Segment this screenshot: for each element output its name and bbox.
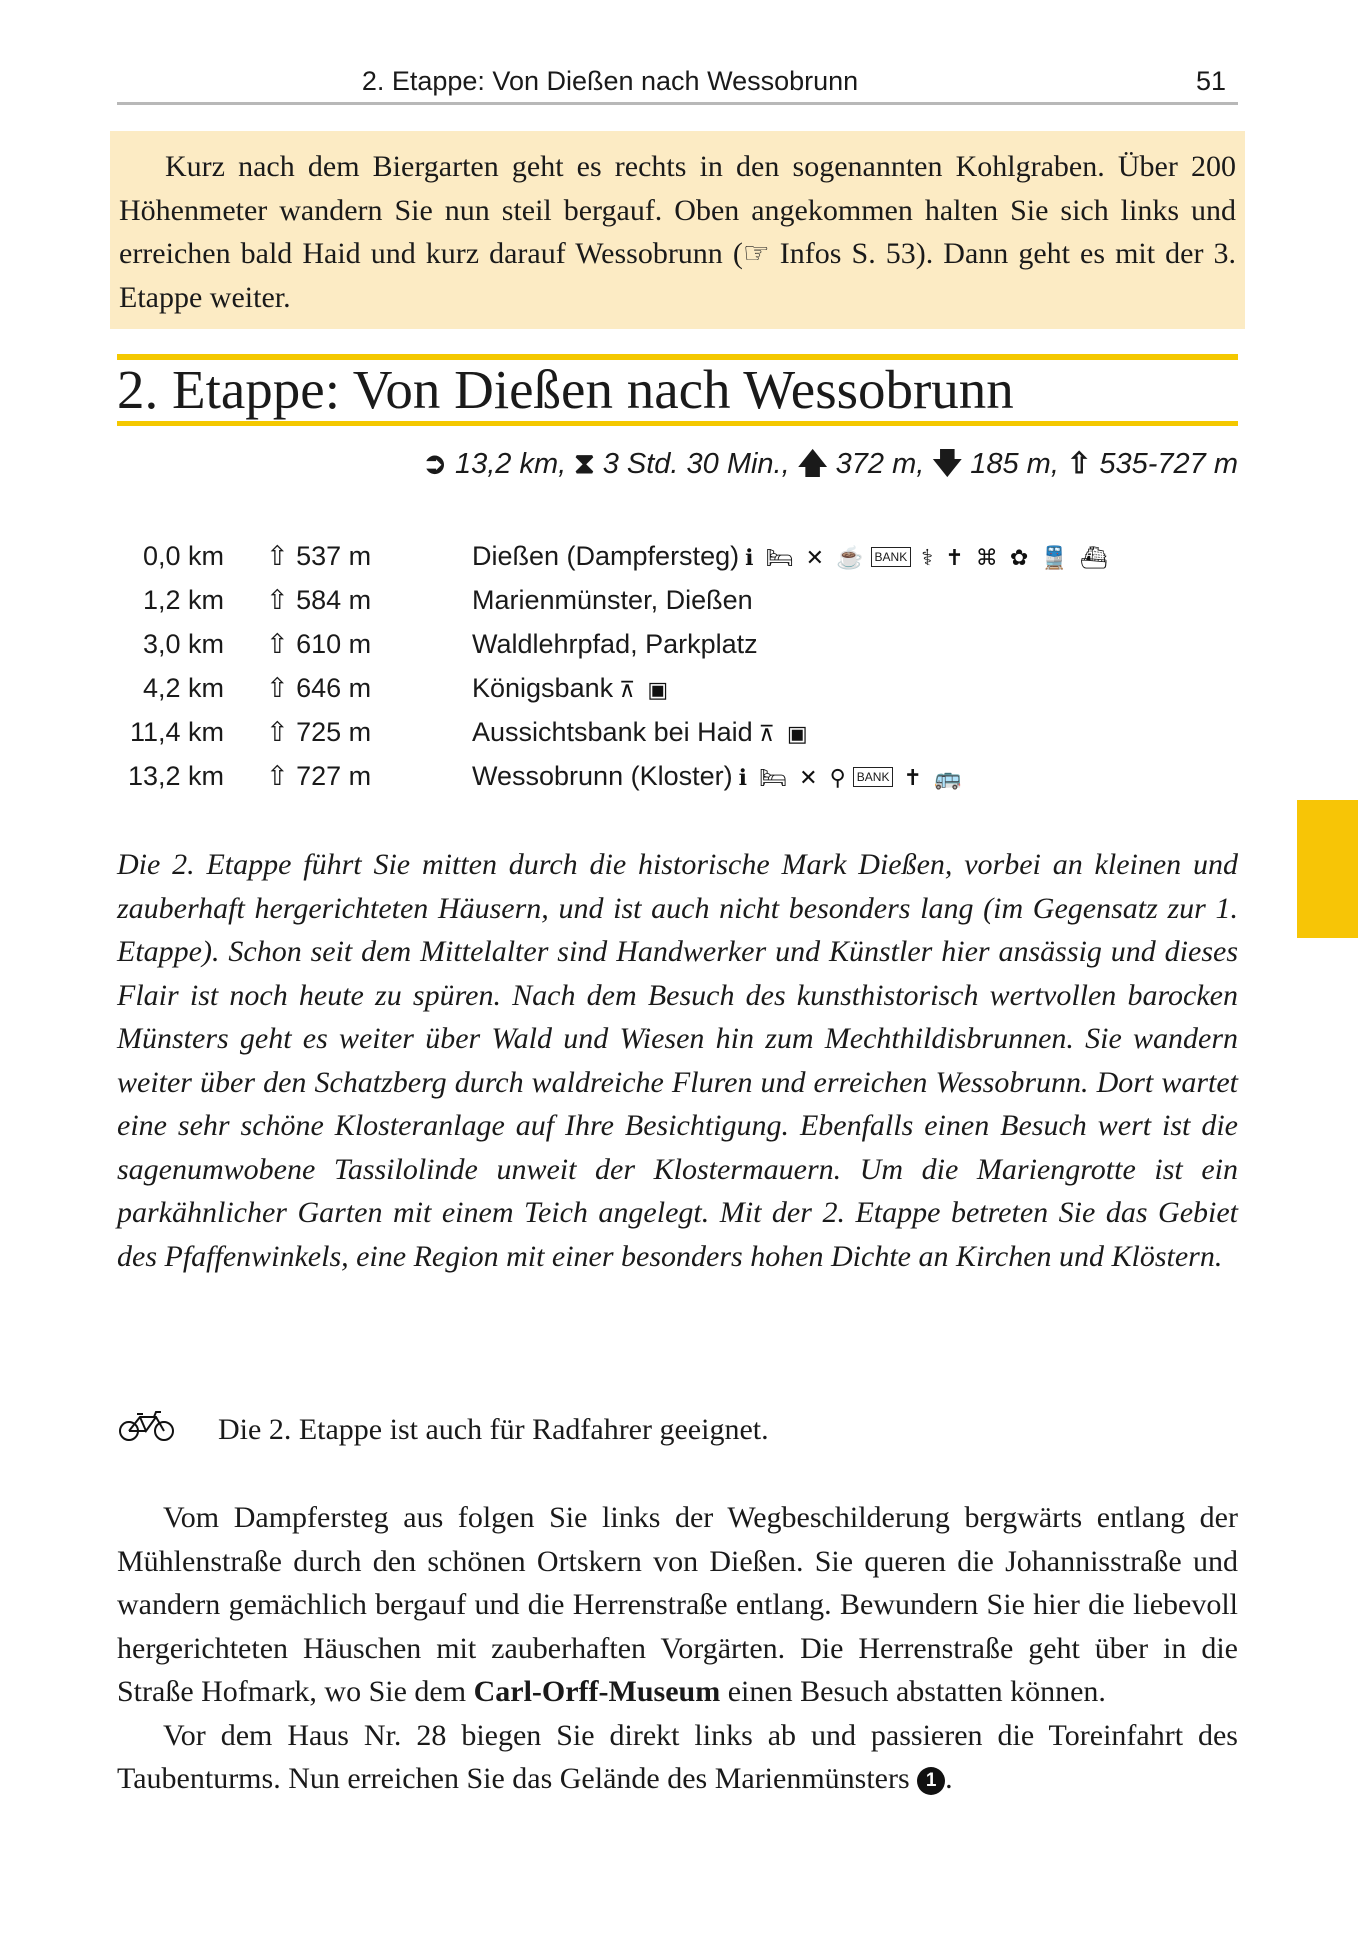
waypoint-row bbox=[117, 710, 1237, 754]
stat-distance: 13,2 km, bbox=[454, 448, 567, 480]
waypoint-altitude bbox=[224, 622, 472, 666]
waypoint-altitude bbox=[224, 754, 472, 798]
altitude-icon: ⇧ bbox=[266, 540, 297, 571]
waypoint-place bbox=[472, 754, 1237, 798]
waypoint-altitude-value: 584 m bbox=[296, 584, 372, 615]
waypoint-altitude bbox=[224, 666, 472, 710]
running-header-title: 2. Etappe: Von Dießen nach Wessobrunn bbox=[361, 66, 859, 96]
arrow-down-icon: 🡇 bbox=[932, 448, 963, 480]
waypoint-place bbox=[472, 622, 1237, 666]
waypoint-place bbox=[472, 578, 1237, 622]
stat-descent: 185 m, bbox=[970, 448, 1059, 480]
carl-orff-museum-label: Carl-Orff-Museum bbox=[473, 1675, 721, 1708]
waypoint-place bbox=[472, 534, 1237, 578]
hourglass-icon: ⧗ bbox=[574, 448, 595, 480]
altitude-icon: ⇧ bbox=[266, 584, 297, 615]
stage-stats bbox=[423, 443, 1238, 492]
waypoint-km: 4,2 km bbox=[142, 672, 224, 703]
route-p2-text: Vor dem Haus Nr. 28 biegen Sie direkt links ab und passieren die Toreinfahrt des Taubenturms. Nun erreichen Sie das Gelände des Marienmünsters bbox=[117, 1718, 1238, 1795]
waypoint-place bbox=[472, 710, 1237, 754]
facility-icons-2: ✝ 🚌 bbox=[903, 764, 965, 790]
bank-icon: BANK bbox=[853, 767, 894, 787]
bike-note: Die 2. Etappe ist auch für Radfahrer geeignet. bbox=[218, 1413, 769, 1446]
bicycle-icon bbox=[118, 1409, 176, 1443]
route-paragraph-2 bbox=[117, 1714, 1238, 1801]
waypoint-row bbox=[117, 754, 1237, 798]
arrow-up-icon: 🡅 bbox=[797, 448, 828, 480]
waypoint-row bbox=[117, 622, 1237, 666]
waypoint-place-name: Waldlehrpfad, Parkplatz bbox=[472, 628, 758, 659]
waypoint-km: 1,2 km bbox=[142, 584, 224, 615]
intro-paragraph: Kurz nach dem Biergarten geht es rechts in den sogenannten Kohlgraben. Über 200 Höhenmeter wandern Sie nun steil bergauf. Oben angekommen halten Sie sich links und erreichen bald Haid und kurz darauf Wessobrunn (☞ Infos S. 53). Dann geht es mit der 3. Etappe weiter. bbox=[119, 150, 1236, 314]
waypoint-row bbox=[117, 578, 1237, 622]
waypoint-altitude-value: 646 m bbox=[296, 672, 372, 703]
altitude-icon: ⇧ bbox=[266, 672, 297, 703]
chapter-tab bbox=[1297, 800, 1358, 938]
route-p2-end: . bbox=[945, 1762, 953, 1795]
stage-description bbox=[117, 843, 1238, 1278]
page-number: 51 bbox=[1196, 66, 1227, 96]
intro-box bbox=[110, 131, 1245, 329]
altitude-icon: ⇧ bbox=[266, 760, 297, 791]
altitude-icon: ⇧ bbox=[1066, 448, 1092, 480]
waypoint-km: 13,2 km bbox=[127, 760, 224, 791]
waypoint-altitude-value: 610 m bbox=[296, 628, 372, 659]
title-bottom-rule bbox=[117, 421, 1238, 426]
stat-ascent: 372 m, bbox=[835, 448, 925, 480]
waypoint-altitude-value: 725 m bbox=[296, 716, 372, 747]
route-text bbox=[117, 1496, 1238, 1801]
stat-altitude: 535-727 m bbox=[1099, 448, 1238, 480]
facility-icons: ℹ 🛏 ✕ ☕ bbox=[745, 544, 867, 570]
waypoint-row bbox=[117, 666, 1237, 710]
altitude-icon: ⇧ bbox=[266, 628, 297, 659]
waypoint-altitude-value: 727 m bbox=[296, 760, 372, 791]
route-p1-text: Vom Dampfersteg aus folgen Sie links der Wegbeschilderung bergwärts entlang der Mühlenstraße durch den schönen Ortskern von Dießen. Sie queren die Johannisstraße und wandern gemächlich bergauf und die Herrenstraße entlang. Bewundern Sie hier die liebevoll hergerichteten Häuschen mit zauberhaften Vorgärten. Die Herrenstraße geht über in die Straße Hofmark, wo Sie dem bbox=[117, 1501, 1238, 1708]
waypoint-km: 11,4 km bbox=[129, 716, 224, 747]
waypoint-altitude bbox=[224, 578, 472, 622]
waypoint-place-name: Königsbank bbox=[472, 672, 614, 703]
waypoint-place-name: Aussichtsbank bei Haid bbox=[472, 716, 753, 747]
description-paragraph: Die 2. Etappe führt Sie mitten durch die historische Mark Dießen, vorbei an kleinen und zauberhaft hergerichteten Häusern, und ist auch nicht besonders lang (im Gegensatz zur 1. Etappe). Schon seit dem Mittelalter sind Handwerker und Künstler hier ansässig und dieses Flair ist noch heute zu spüren. Nach dem Besuch des kunsthistorisch wertvollen barocken Münsters geht es weiter über Wald und Wiesen hin zum Mechthildisbrunnen. Sie wandern weiter über den Schatzberg durch waldreiche Fluren und erreichen Wessobrunn. Dort wartet eine sehr schöne Klosteranlage auf Ihre Besichtigung. Ebenfalls einen Besuch wert ist die sagenumwobene Tassilolinde unweit der Klostermauern. Um die Mariengrotte ist ein parkähnlicher Garten mit einem Teich angelegt. Mit der 2. Etappe betreten Sie das Gebiet des Pfaffenwinkels, eine Region mit einer besonders hohen Dichte an Kirchen und Klöstern. bbox=[117, 848, 1238, 1273]
stat-duration: 3 Std. 30 Min., bbox=[602, 448, 790, 480]
waypoint-row bbox=[117, 534, 1237, 578]
waypoint-km: 3,0 km bbox=[142, 628, 224, 659]
facility-icons-2: ⚕ ✝ ⌘ ✿ 🚆 ⛴ bbox=[921, 544, 1111, 570]
facility-icons: ⊼ ▣ bbox=[758, 720, 811, 746]
waypoint-altitude bbox=[224, 534, 472, 578]
waypoint-altitude bbox=[224, 710, 472, 754]
facility-icons: ℹ 🛏 ✕ ⚲ bbox=[738, 764, 849, 790]
waypoint-km: 0,0 km bbox=[142, 540, 224, 571]
waypoint-place-name: Marienmünster, Dießen bbox=[472, 584, 753, 615]
facility-icons: ⊼ ▣ bbox=[619, 676, 672, 702]
altitude-icon: ⇧ bbox=[266, 716, 297, 747]
stage-title: 2. Etappe: Von Dießen nach Wessobrunn bbox=[117, 359, 1014, 420]
bank-icon: BANK bbox=[871, 547, 912, 567]
waypoint-place bbox=[472, 666, 1237, 710]
waypoint-place-name: Wessobrunn (Kloster) bbox=[472, 760, 733, 791]
distance-icon: ➲ bbox=[422, 448, 447, 480]
route-p1-end: einen Besuch abstatten können. bbox=[720, 1675, 1106, 1708]
header-rule bbox=[117, 102, 1238, 105]
route-paragraph-1 bbox=[117, 1496, 1238, 1714]
waypoint-marker-1: 1 bbox=[917, 1767, 945, 1795]
waypoint-altitude-value: 537 m bbox=[296, 540, 372, 571]
waypoint-table bbox=[117, 534, 1237, 798]
waypoint-place-name: Dießen (Dampfersteg) bbox=[472, 540, 740, 571]
